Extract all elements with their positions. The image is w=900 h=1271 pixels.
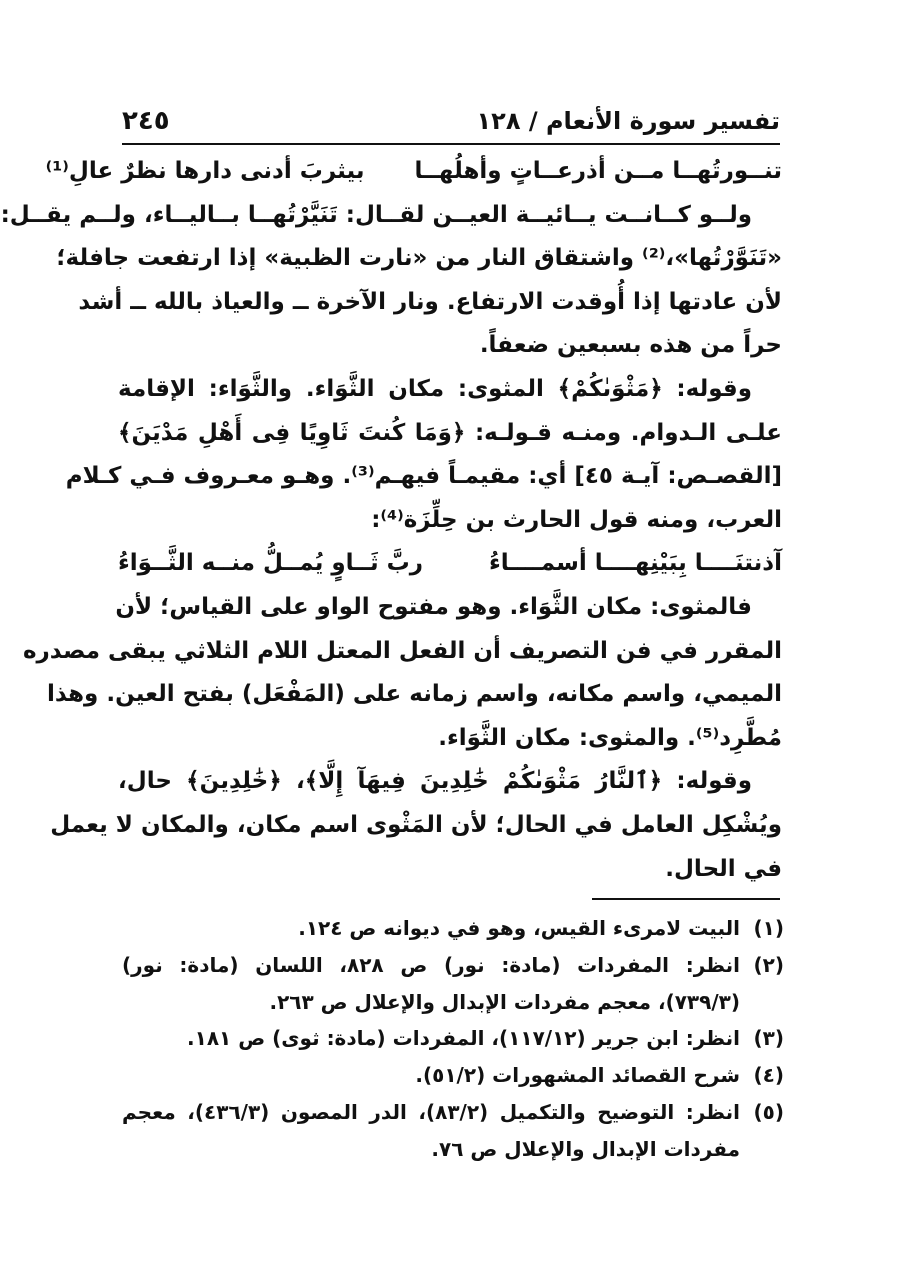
- text-line: العرب، ومنه قول الحارث بن حِلِّزَة⁽⁴⁾:: [371, 506, 782, 533]
- text-line: «تَنَوَّرْتُها»،⁽²⁾ واشتقاق النار من «نارت الظبية» إذا ارتفعت جافلة؛: [56, 245, 782, 272]
- page-number: ٢٤٥: [122, 106, 170, 136]
- footnote-number: (٥): [753, 1099, 784, 1124]
- verse1-second-hemistich: بيثربَ أدنى دارها نظرٌ عالِ⁽¹⁾: [45, 158, 365, 184]
- text-line: وقوله: ﴿مَثْوَىٰكُمْ﴾ المثوى: مكان الثَّوَاء. والثَّوَاء: الإقامة: [118, 375, 752, 402]
- header-rule: [122, 143, 780, 145]
- footnote-number: (٢): [753, 952, 784, 977]
- text-line: في الحال.: [665, 855, 782, 882]
- text-line: علـى الـدوام. ومنـه قـولـه: ﴿وَمَا كُنتَ ثَاوِيًا فِى أَهْلِ مَدْيَنَ﴾: [118, 419, 782, 446]
- text-line: مُطَّرِد⁽⁵⁾. والمثوى: مكان الثَّوَاء.: [438, 724, 782, 751]
- footnote: [122, 1094, 784, 1168]
- footnote-text: انظر: ابن جرير (١١٧/١٢)، المفردات (مادة: ثوى) ص ١٨١.: [187, 1026, 740, 1051]
- text-line: وقوله: ﴿ٱلنَّارُ مَثْوَىٰكُمْ خَٰلِدِينَ فِيهَآ إِلَّا﴾، ﴿خَٰلِدِينَ﴾ حال،: [118, 768, 752, 795]
- text-line: لأن عادتها إذا أُوقدت الارتفاع. ونار الآخرة ــ والعياذ بالله ــ أشد: [78, 288, 782, 315]
- footnote: [122, 1057, 784, 1094]
- verse2-first-hemistich: آذنتنَــــا بِبَيْنِهــــا أسمــــاءُ: [488, 550, 782, 577]
- text-line: حراً من هذه بسبعين ضعفاً.: [479, 332, 782, 359]
- footnotes: [122, 910, 784, 1168]
- footnote-text: البيت لامرىء القيس، وهو في ديوانه ص ١٢٤.: [298, 916, 740, 940]
- main-text: [0, 150, 782, 891]
- text-line: ويُشْكِل العامل في الحال؛ لأن المَثْوى اسم مكان، والمكان لا يعمل: [50, 811, 782, 838]
- footnote: [122, 947, 784, 1021]
- footnote-number: (٤): [753, 1063, 784, 1088]
- text-line: ولــو كــانــت يــائيــة العيــن لقــال: تَنَيَّرْتُهــا بــاليــاء، ولــم يقــل:: [0, 201, 752, 228]
- footnote-text: شرح القصائد المشهورات (٥١/٢).: [415, 1063, 740, 1088]
- verse2-second-hemistich: ربَّ ثَــاوٍ يُمــلُّ منــه الثَّــوَاءُ: [118, 550, 423, 577]
- text-line: [القصـص: آيـة ٤٥] أي: مقيمـاً فيهـم⁽³⁾. وهـو معـروف فـي كـلام: [65, 463, 782, 490]
- text-line: المقرر في فن التصريف أن الفعل المعتل اللام الثلاثي يبقى مصدره: [22, 637, 782, 664]
- text-line: الميمي، واسم مكانه، واسم زمانه على (المَفْعَل) بفتح العين. وهذا: [46, 681, 782, 708]
- footnote: [122, 1020, 784, 1057]
- footnote-separator: [592, 898, 780, 900]
- verse1-first-hemistich: تنــورتُهــا مــن أذرعــاتٍ وأهلُهــا: [414, 158, 782, 184]
- footnote-text: انظر: المفردات (مادة: نور) ص ٨٢٨، اللسان (مادة: نور) (٧٣٩/٣)، معجم مفردات الإبدال والإعلال ص ٢٦٣.: [122, 952, 740, 1014]
- text-line: فالمثوى: مكان الثَّوَاء. وهو مفتوح الواو على القياس؛ لأن: [115, 593, 752, 620]
- footnote-number: (١): [753, 916, 784, 940]
- footnote-text: انظر: التوضيح والتكميل (٨٣/٢)، الدر المصون (٤٣٦/٣)، معجم مفردات الإبدال والإعلال ص ٧٦.: [122, 1099, 740, 1161]
- page-header: [122, 100, 780, 142]
- footnote: [122, 910, 784, 947]
- verse-line-2: [118, 542, 782, 586]
- running-title: تفسير سورة الأنعام / ١٢٨: [476, 107, 780, 135]
- footnote-number: (٣): [753, 1026, 784, 1051]
- verse-line-1: [45, 150, 782, 194]
